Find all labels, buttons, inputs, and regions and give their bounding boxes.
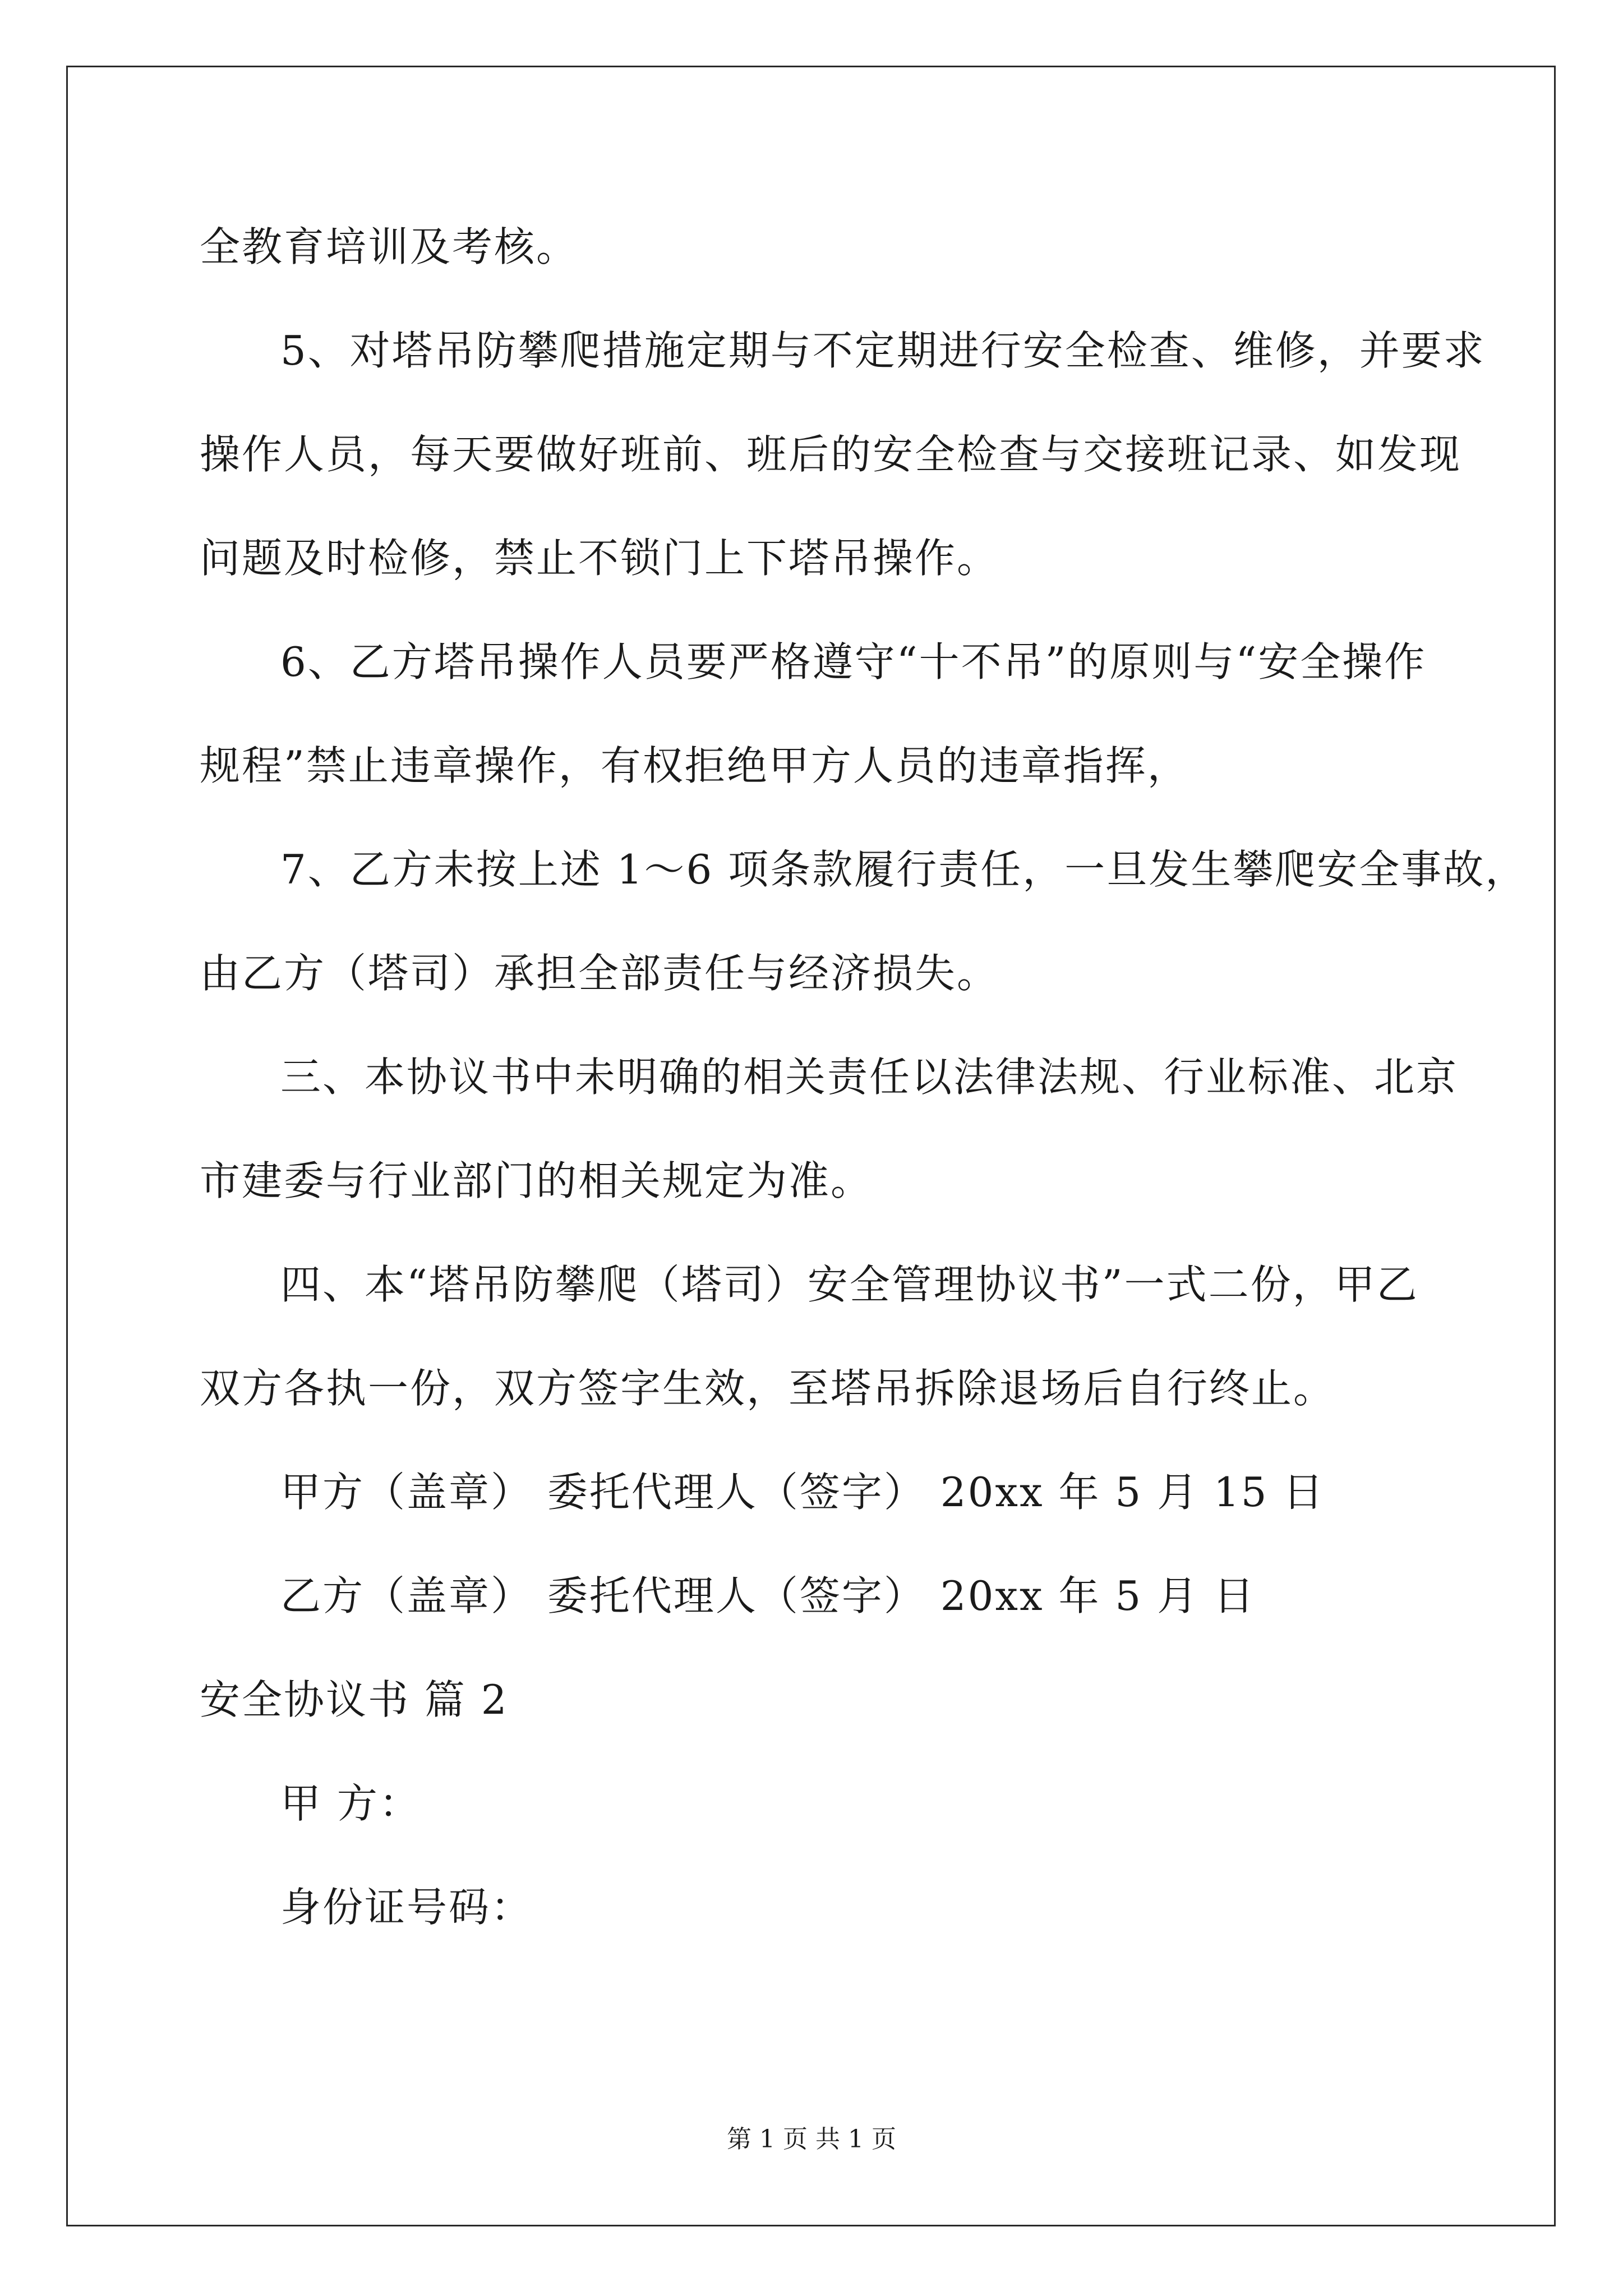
paragraph-line: 市建委与行业部门的相关规定为准。: [200, 1157, 873, 1204]
paragraph-line: 由乙方（塔司）承担全部责任与经济损失。: [200, 950, 999, 997]
page-footer: 第 1 页 共 1 页: [727, 2125, 896, 2154]
paragraph-line: 规程”禁止违章操作，有权拒绝甲方人员的违章指挥，: [200, 742, 1189, 789]
section-heading: 安全协议书 篇 2: [200, 1676, 509, 1723]
paragraph-line: 6、乙方塔吊操作人员要严格遵守“十不吊”的原则与“安全操作: [280, 638, 1427, 685]
paragraph-line: 双方各执一份，双方签字生效，至塔吊拆除退场后自行终止。: [200, 1365, 1336, 1412]
paragraph-line: 7、乙方未按上述 1～6 项条款履行责任，一旦发生攀爬安全事故，: [280, 846, 1528, 893]
signature-line-party-b: 乙方（盖章） 委托代理人（签字） 20xx 年 5 月 日: [280, 1572, 1256, 1619]
paragraph-line: 问题及时检修，禁止不锁门上下塔吊操作。: [200, 535, 999, 582]
paragraph-line: 三、本协议书中未明确的相关责任以法律法规、行业标准、北京: [280, 1053, 1459, 1101]
signature-line-party-a: 甲方（盖章） 委托代理人（签字） 20xx 年 5 月 15 日: [280, 1469, 1325, 1516]
paragraph-line: 四、本“塔吊防攀爬（塔司）安全管理协议书”一式二份，甲乙: [280, 1261, 1419, 1308]
paragraph-line: 5、对塔吊防攀爬措施定期与不定期进行安全检查、维修，并要求: [280, 327, 1486, 374]
paragraph-line: 全教育培训及考核。: [200, 223, 579, 270]
party-a-field: 甲 方：: [280, 1780, 421, 1827]
paragraph-line: 操作人员，每天要做好班前、班后的安全检查与交接班记录、如发现: [200, 431, 1462, 478]
id-number-field: 身份证号码：: [280, 1884, 533, 1931]
